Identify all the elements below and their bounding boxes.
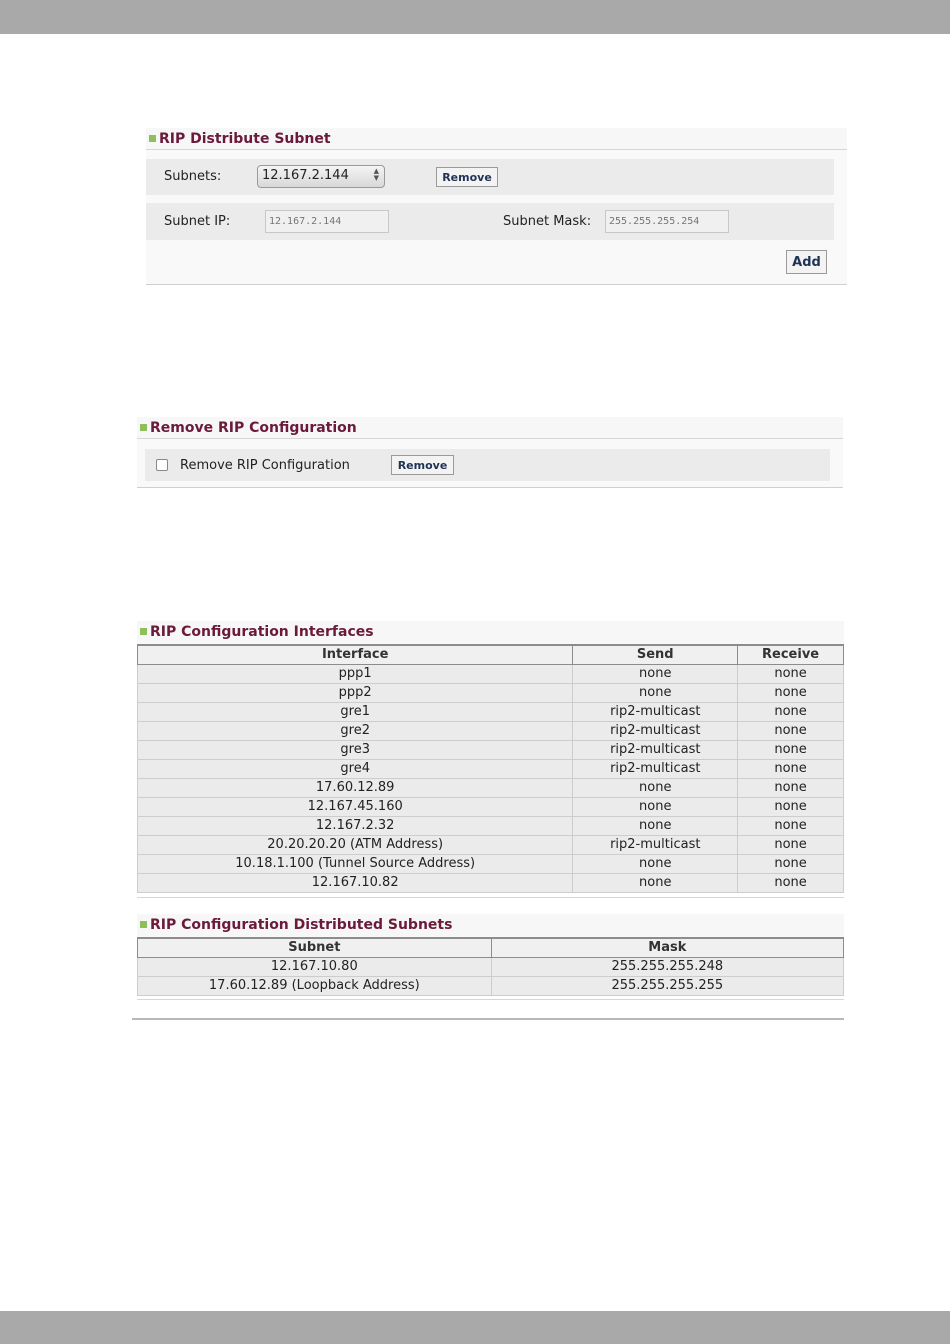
table-row (138, 835, 844, 854)
panel-title (146, 128, 847, 150)
subnet-ip-label: Subnet IP: (164, 214, 231, 229)
send-cell: none (573, 778, 738, 797)
subnets-row (146, 159, 834, 195)
subnet-mask-input[interactable] (605, 210, 729, 233)
add-subnet-button[interactable]: Add (786, 250, 827, 274)
table-row (138, 721, 844, 740)
table-divider (137, 897, 844, 898)
receive-cell: none (738, 816, 844, 835)
distributed-subnets-table (137, 937, 844, 996)
receive-cell: none (738, 873, 844, 892)
interface-cell: ppp1 (138, 664, 573, 683)
send-cell: none (573, 664, 738, 683)
interface-cell: 17.60.12.89 (138, 778, 573, 797)
table-row (138, 816, 844, 835)
receive-cell: none (738, 702, 844, 721)
receive-cell: none (738, 759, 844, 778)
receive-cell: none (738, 797, 844, 816)
subnet-cell: 12.167.10.80 (138, 957, 492, 976)
table-divider (137, 999, 844, 1000)
panel-title-text: RIP Configuration Distributed Subnets (150, 917, 453, 933)
subnet-mask-label: Subnet Mask: (503, 214, 592, 229)
rip-configuration-distributed-subnets-panel (137, 914, 844, 937)
rip-distribute-subnet-panel (146, 128, 847, 285)
interfaces-table (137, 644, 844, 893)
table-row (138, 854, 844, 873)
subnets-select[interactable] (257, 165, 385, 188)
table-row (138, 976, 844, 995)
receive-cell: none (738, 778, 844, 797)
receive-cell: none (738, 664, 844, 683)
interface-cell: 10.18.1.100 (Tunnel Source Address) (138, 854, 573, 873)
remove-rip-configuration-panel (137, 417, 843, 488)
send-cell: none (573, 873, 738, 892)
column-header-interface: Interface (138, 645, 573, 664)
table-row (138, 740, 844, 759)
table-row (138, 957, 844, 976)
spinner-arrows-icon: ▲ ▼ (373, 167, 379, 182)
table-row (138, 702, 844, 721)
remove-config-checkbox-label: Remove RIP Configuration (180, 458, 350, 473)
table-row (138, 759, 844, 778)
subnet-ip-input[interactable] (265, 210, 389, 233)
interface-cell: gre4 (138, 759, 573, 778)
page-footer-bar (0, 1311, 950, 1344)
mask-cell: 255.255.255.255 (491, 976, 843, 995)
interface-cell: gre3 (138, 740, 573, 759)
send-cell: none (573, 854, 738, 873)
table-row (138, 797, 844, 816)
interface-cell: 20.20.20.20 (ATM Address) (138, 835, 573, 854)
column-header-receive: Receive (738, 645, 844, 664)
send-cell: rip2-multicast (573, 835, 738, 854)
panel-title (137, 417, 843, 439)
panel-title-text: Remove RIP Configuration (150, 420, 357, 436)
table-row (138, 683, 844, 702)
rip-configuration-interfaces-panel (137, 621, 844, 644)
receive-cell: none (738, 683, 844, 702)
interface-cell: 12.167.45.160 (138, 797, 573, 816)
column-header-mask: Mask (491, 938, 843, 957)
remove-config-button[interactable]: Remove (391, 455, 454, 475)
title-marker-icon (149, 135, 156, 142)
table-row (138, 664, 844, 683)
page-header-bar (0, 0, 950, 34)
interface-cell: gre2 (138, 721, 573, 740)
table-row (138, 873, 844, 892)
receive-cell: none (738, 721, 844, 740)
panel-title-text: RIP Configuration Interfaces (150, 624, 374, 640)
send-cell: none (573, 797, 738, 816)
column-header-send: Send (573, 645, 738, 664)
panel-title-text: RIP Distribute Subnet (159, 131, 331, 147)
panel-title (137, 621, 844, 643)
subnet-cell: 17.60.12.89 (Loopback Address) (138, 976, 492, 995)
subnets-selected-value: 12.167.2.144 (262, 168, 349, 183)
send-cell: rip2-multicast (573, 759, 738, 778)
remove-config-checkbox[interactable] (156, 459, 168, 471)
title-marker-icon (140, 921, 147, 928)
panel-title (137, 914, 844, 936)
table-header-row (138, 938, 844, 957)
interface-cell: 12.167.2.32 (138, 816, 573, 835)
column-header-subnet: Subnet (138, 938, 492, 957)
send-cell: none (573, 683, 738, 702)
table-header-row (138, 645, 844, 664)
mask-cell: 255.255.255.248 (491, 957, 843, 976)
send-cell: rip2-multicast (573, 702, 738, 721)
receive-cell: none (738, 740, 844, 759)
subnet-ip-row (146, 203, 834, 240)
send-cell: rip2-multicast (573, 721, 738, 740)
title-marker-icon (140, 628, 147, 635)
send-cell: none (573, 816, 738, 835)
receive-cell: none (738, 854, 844, 873)
section-divider (132, 1018, 844, 1020)
title-marker-icon (140, 424, 147, 431)
remove-subnet-button[interactable]: Remove (436, 167, 498, 187)
receive-cell: none (738, 835, 844, 854)
table-row (138, 778, 844, 797)
send-cell: rip2-multicast (573, 740, 738, 759)
interface-cell: gre1 (138, 702, 573, 721)
interface-cell: ppp2 (138, 683, 573, 702)
subnets-label: Subnets: (164, 169, 222, 184)
interface-cell: 12.167.10.82 (138, 873, 573, 892)
remove-config-row (145, 449, 830, 481)
